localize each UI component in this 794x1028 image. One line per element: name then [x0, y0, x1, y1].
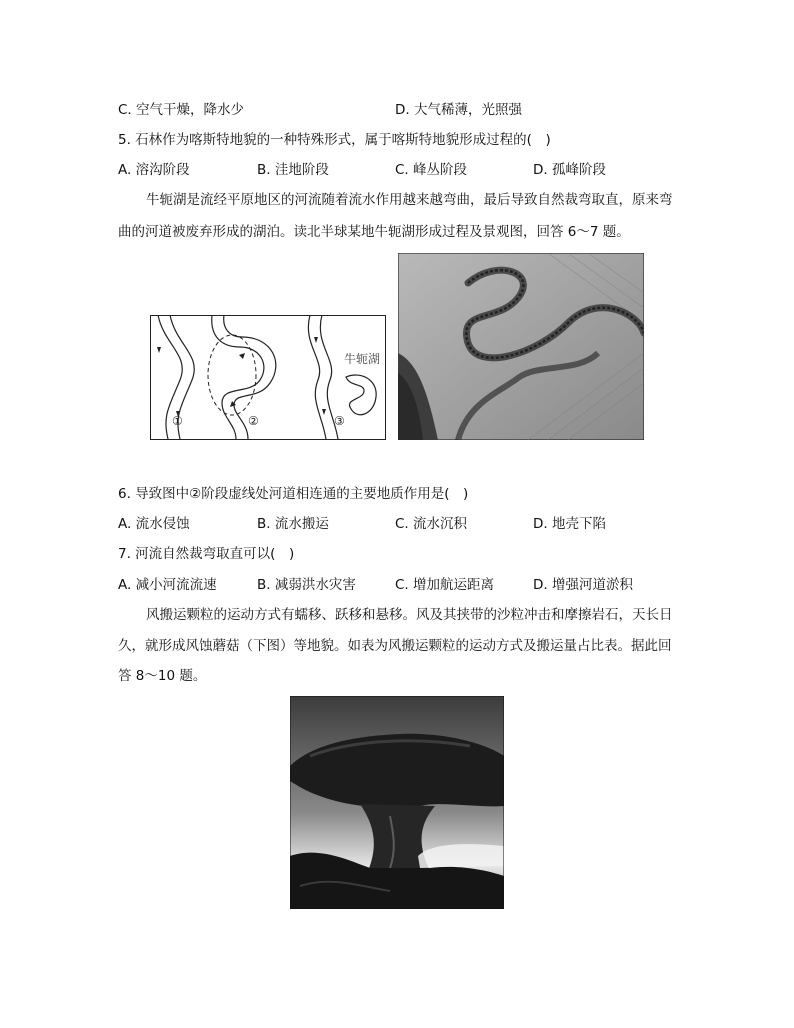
passage2-line3: 答 8～10 题。 [118, 668, 207, 684]
stage1-label: ① [172, 414, 183, 428]
oxbow-lake-diagram [150, 315, 386, 440]
q6-option-c: C. 流水沉积 [395, 516, 468, 532]
q7-stem: 7. 河流自然裁弯取直可以( ) [118, 546, 295, 562]
q7-option-c: C. 增加航运距离 [395, 577, 495, 593]
oxbow-lake-label: 牛轭湖 [344, 352, 381, 366]
passage2-line2: 久，就形成风蚀蘑菇（下图）等地貌。如表为风搬运颗粒的运动方式及搬运量占比表。据此回 [118, 638, 672, 654]
q4-option-d: D. 大气稀薄，光照强 [395, 102, 522, 118]
q6-option-b: B. 流水搬运 [257, 516, 329, 532]
stage3-label: ③ [334, 414, 345, 428]
q7-option-a: A. 减小河流流速 [118, 577, 217, 593]
stage2-label: ② [248, 414, 259, 428]
q5-option-b: B. 洼地阶段 [257, 162, 329, 178]
mushroom-rock-photo [290, 696, 504, 909]
q7-option-d: D. 增强河道淤积 [533, 577, 633, 593]
q5-option-c: C. 峰丛阶段 [395, 162, 468, 178]
q5-option-a: A. 溶沟阶段 [118, 162, 190, 178]
q6-stem: 6. 导致图中②阶段虚线处河道相连通的主要地质作用是( ) [118, 486, 469, 502]
q6-option-d: D. 地壳下陷 [533, 516, 606, 532]
q7-option-b: B. 减弱洪水灾害 [257, 577, 356, 593]
q5-stem: 5. 石林作为喀斯特地貌的一种特殊形式，属于喀斯特地貌形成过程的( ) [118, 132, 551, 148]
passage1-line1: 牛轭湖是流经平原地区的河流随着流水作用越来越弯曲，最后导致自然裁弯取直，原来弯 [146, 192, 673, 208]
q4-option-c: C. 空气干燥，降水少 [118, 102, 245, 118]
passage1-line2: 曲的河道被废弃形成的湖泊。读北半球某地牛轭湖形成过程及景观图，回答 6～7 题。 [118, 224, 630, 240]
diagram-frame [151, 316, 386, 440]
oxbow-landscape-photo [398, 253, 644, 440]
q5-option-d: D. 孤峰阶段 [533, 162, 606, 178]
passage2-line1: 风搬运颗粒的运动方式有蠕移、跃移和悬移。风及其挟带的沙粒冲击和摩擦岩石，天长日 [146, 607, 673, 623]
q6-option-a: A. 流水侵蚀 [118, 516, 190, 532]
